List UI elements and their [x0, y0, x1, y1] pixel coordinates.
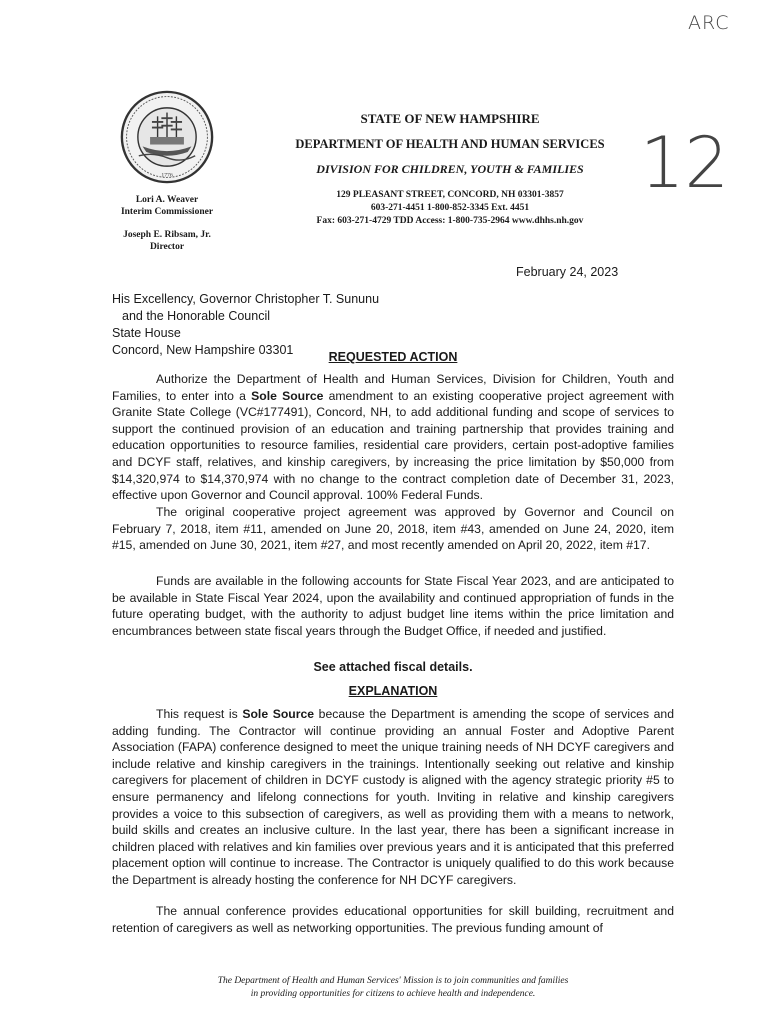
- letterhead-phones: 603-271-4451 1-800-852-3345 Ext. 4451: [370, 203, 530, 213]
- letterhead-fax: Fax: 603-271-4729 TDD Access: 1-800-735-2964 www.dhhs.nh.gov: [316, 216, 584, 226]
- requested-action-paragraph-1: Authorize the Department of Health and Human Services, Division for Children, Youth and Families, to enter into a Sole Source amendment to an existing cooperative project agreement with Granite State College (VC#177491), Concord, NH, to add additional funding and scope of services to support the continued provision of an education and training partnership that provides training and education opportunities to resource families, residential care providers, certain post-adoptive families and DCYF staff, relatives, and kinship caregivers, by increasing the price limitation by $50,000 from $14,320,974 to $14,370,974 with no change to the contract completion date of December 31, 2023, effective upon Governor and Council approval. 100% Federal Funds.: [112, 372, 674, 503]
- handwritten-initials: ARC: [688, 12, 730, 34]
- explanation-heading: EXPLANATION: [348, 684, 438, 698]
- letterhead-division: DIVISION FOR CHILDREN, YOUTH & FAMILIES: [316, 162, 584, 176]
- requested-action-heading: REQUESTED ACTION: [328, 350, 458, 364]
- addressee-line: and the Honorable Council: [122, 309, 271, 323]
- state-seal-icon: [120, 90, 214, 184]
- requested-action-paragraph-3: Funds are available in the following accounts for State Fiscal Year 2023, and are anticipated to be available in State Fiscal Year 2024, upon the availability and continued appropriation of funds in the future operating budget, with the authority to adjust budget line items within the price limitation and encumbrances between state fiscal years through the Budget Office, if needed and justified.: [112, 574, 674, 638]
- director-block: [100, 229, 234, 253]
- footer-line-1: The Department of Health and Human Services' Mission is to join communities and families: [217, 976, 569, 986]
- svg-text:1776: 1776: [161, 172, 173, 179]
- letterhead-department: DEPARTMENT OF HEALTH AND HUMAN SERVICES: [295, 137, 605, 151]
- letter-date: February 24, 2023: [516, 265, 619, 279]
- letterhead-state: STATE OF NEW HAMPSHIRE: [360, 111, 540, 126]
- addressee-line: Concord, New Hampshire 03301: [112, 343, 294, 357]
- handwritten-item-number: 12: [640, 122, 730, 204]
- addressee-line: His Excellency, Governor Christopher T. Sununu: [112, 292, 380, 306]
- addressee-block: [112, 291, 379, 359]
- requested-action-paragraph-2: The original cooperative project agreement was approved by Governor and Council on February 7, 2018, item #11, amended on June 20, 2018, item #43, amended on June 24, 2020, item #15, amended on June 30, 2021, item #27, and most recently amended on April 20, 2022, item #17.: [112, 505, 674, 553]
- letterhead-address: 129 PLEASANT STREET, CONCORD, NH 03301-3857: [336, 190, 564, 200]
- commissioner-name: Lori A. Weaver: [135, 195, 199, 205]
- fiscal-details-note: See attached fiscal details.: [313, 660, 473, 674]
- director-name: Joseph E. Ribsam, Jr.: [123, 230, 211, 240]
- commissioner-title: Interim Commissioner: [120, 207, 214, 217]
- footer-mission: [112, 975, 674, 1000]
- addressee-line: State House: [112, 326, 181, 340]
- explanation-paragraph-1: This request is Sole Source because the Department is amending the scope of services and adding funding. The Contractor will continue providing an annual Foster and Adoptive Parent Association (FAPA) conference designed to meet the unique training needs of NH DCYF caregivers and include relative and kinship caregivers in the trainings. Intentionally seeking out relative and kinship caregivers for placement of children in DCYF custody is aligned with the agency strategic priority #5 to ensure permanency and lifelong connections for youth. Inviting in relative and kinship caregivers provides a voice to this subsection of caregivers, as well as providing them with a means to network, build skills and creates an inclusive culture. In the last year, there has been a significant increase in children placed with relatives and kin families over previous years and it is anticipated that this preferred placement option will continue to increase. The Contractor is uniquely qualified to do this work because the Department is already hosting the conference for NH DCYF caregivers.: [112, 707, 674, 887]
- director-title: Director: [149, 242, 185, 252]
- explanation-paragraph-2: The annual conference provides educational opportunities for skill building, recruitment and retention of caregivers as well as networking opportunities. The previous funding amount of: [112, 904, 674, 935]
- footer-line-2: in providing opportunities for citizens to achieve health and independence.: [250, 988, 536, 999]
- commissioner-block: [100, 194, 234, 218]
